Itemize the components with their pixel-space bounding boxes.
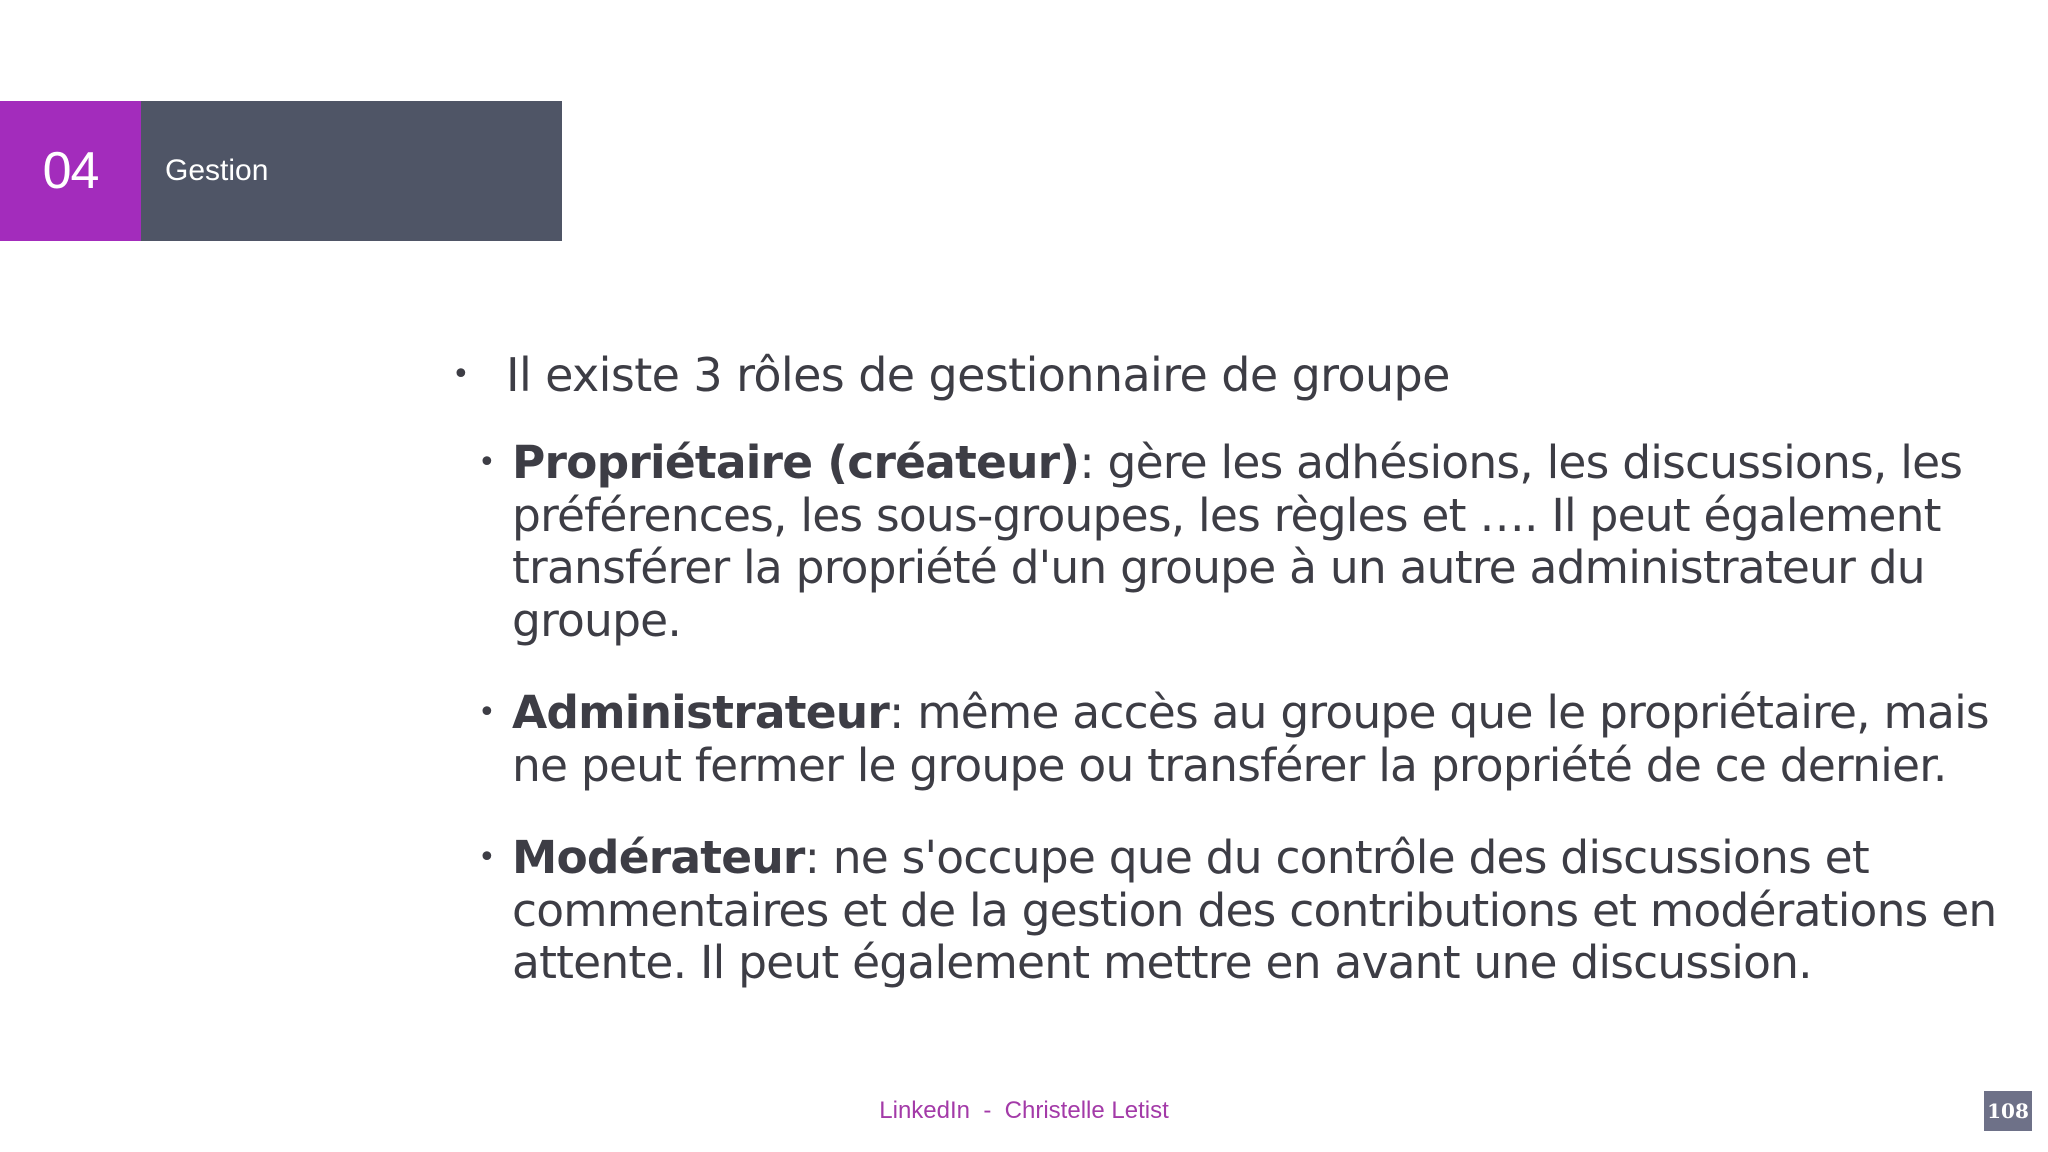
section-header (0, 101, 562, 241)
slide-content (440, 345, 2030, 1030)
list-item-proprietaire (440, 437, 2030, 647)
footer-credit: LinkedIn - Christelle Letist (879, 1097, 1169, 1124)
list-item-moderateur (440, 832, 2030, 990)
bullet-dot-icon: • (478, 695, 495, 730)
item-description: : ne s'occupe que du contrôle des discussions et commentaires et de la gestion des contributions et modérations en attente. Il peut également mettre en avant une discussion. (512, 831, 1997, 989)
item-description: : même accès au groupe que le propriétaire, mais ne peut fermer le groupe ou transférer la propriété de ce dernier. (512, 686, 1989, 792)
item-term: Modérateur (512, 831, 805, 884)
item-description: : gère les adhésions, les discussions, les préférences, les sous-groupes, les règles et …. Il peut également transférer la propriété d'un groupe à un autre administrateur du groupe. (512, 436, 1963, 647)
list-item-administrateur (440, 687, 2030, 792)
page-number: 108 (1984, 1091, 2032, 1131)
section-number: 04 (0, 101, 141, 241)
item-term: Administrateur (512, 686, 889, 739)
bullet-dot-icon: • (452, 357, 470, 392)
section-title: Gestion (141, 101, 562, 241)
intro-bullet (440, 345, 2030, 405)
bullet-dot-icon: • (478, 840, 495, 875)
item-term: Propriétaire (créateur) (512, 436, 1080, 489)
intro-text: Il existe 3 rôles de gestionnaire de groupe (506, 348, 1450, 402)
bullet-dot-icon: • (478, 445, 495, 480)
